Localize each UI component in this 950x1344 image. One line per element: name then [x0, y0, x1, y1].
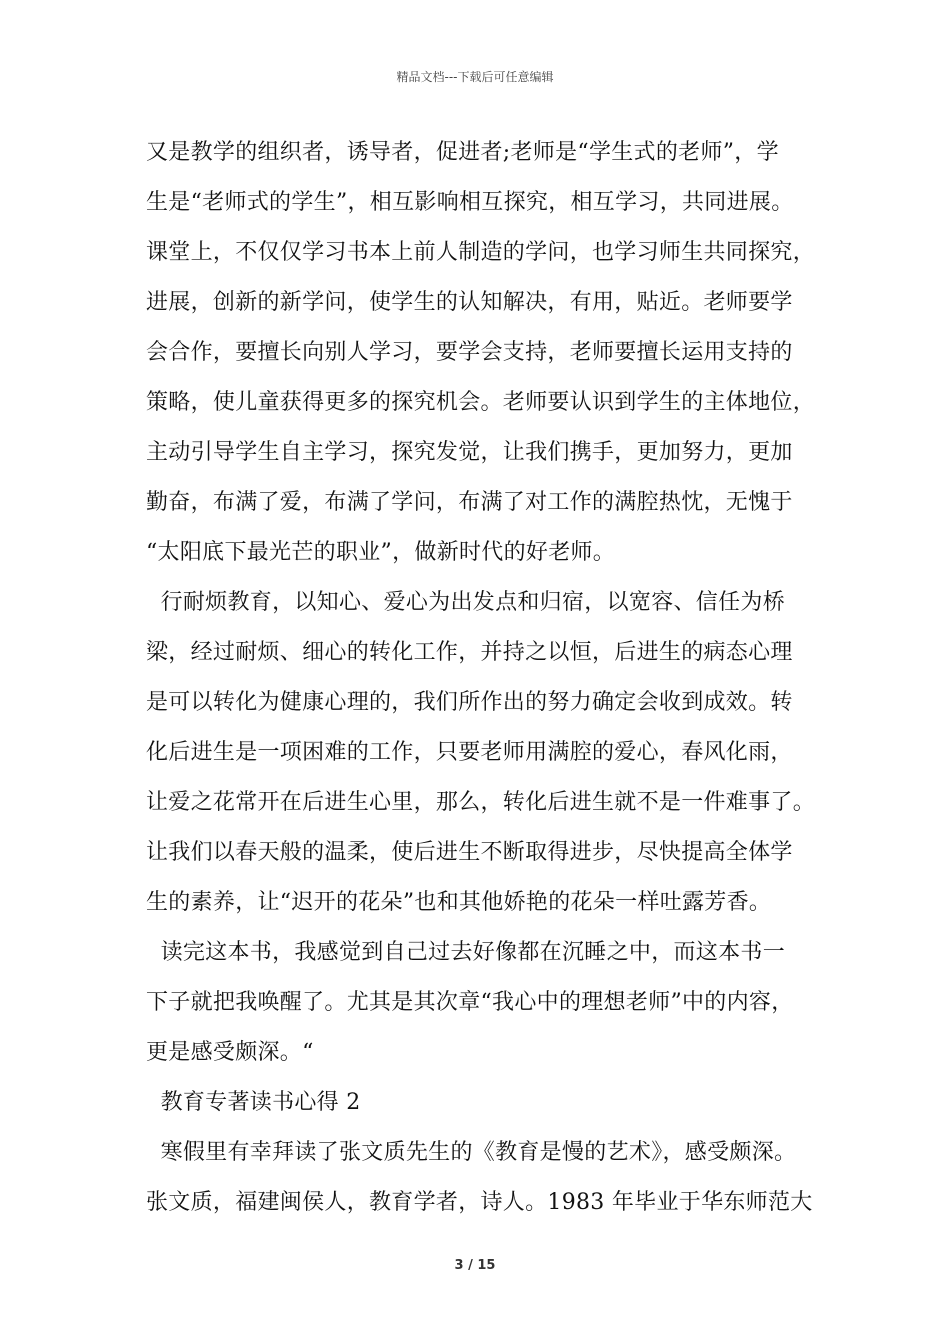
- text-line: 更是感受颇深。“: [146, 1040, 314, 1065]
- text-line: 又是教学的组织者，诱导者，促进者;老师是“学生式的老师”，学: [146, 140, 779, 165]
- page-header: 精品文档---下载后可任意编辑: [396, 70, 554, 84]
- text-line: 梁，经过耐烦、细心的转化工作，并持之以恒，后进生的病态心理: [146, 640, 793, 665]
- text-line: 让爱之花常开在后进生心里，那么，转化后进生就不是一件难事了。: [146, 790, 816, 815]
- text-line: 寒假里有幸拜读了张文质先生的《教育是慢的艺术》，感受颇深。: [146, 1140, 797, 1165]
- text-line: 生的素养，让“迟开的花朵”也和其他娇艳的花朵一样吐露芳香。: [146, 890, 772, 915]
- text-line: “太阳底下最光芒的职业”，做新时代的好老师。: [146, 540, 616, 565]
- text-line: 进展，创新的新学问，使学生的认知解决，有用，贴近。老师要学: [146, 290, 793, 315]
- text-line: 会合作，要擅长向别人学习，要学会支持，老师要擅长运用支持的: [146, 340, 793, 365]
- text-line: 行耐烦教育，以知心、爱心为出发点和归宿，以宽容、信任为桥: [146, 590, 785, 615]
- text-line: 化后进生是一项困难的工作，只要老师用满腔的爱心，春风化雨，: [146, 740, 793, 765]
- text-line: 生是“老师式的学生”，相互影响相互探究，相互学习，共同进展。: [146, 190, 794, 215]
- text-line: 课堂上，不仅仅学习书本上前人制造的学问，也学习师生共同探究，: [146, 240, 816, 265]
- section-heading: 教育专著读书心得 2: [146, 1090, 361, 1115]
- text-line: 读完这本书，我感觉到自己过去好像都在沉睡之中，而这本书一: [146, 940, 785, 965]
- text-line: 勤奋，布满了爱，布满了学问，布满了对工作的满腔热忱，无愧于: [146, 490, 793, 515]
- text-line: 让我们以春天般的温柔，使后进生不断取得进步，尽快提高全体学: [146, 840, 793, 865]
- document-body: [146, 128, 836, 1228]
- text-line: 是可以转化为健康心理的，我们所作出的努力确定会收到成效。转: [146, 690, 793, 715]
- page-number: 3 / 15: [454, 1258, 496, 1273]
- text-line: 张文质，福建闽侯人，教育学者，诗人。1983 年毕业于华东师范大: [146, 1190, 813, 1215]
- text-line: 下子就把我唤醒了。尤其是其次章“我心中的理想老师”中的内容，: [146, 990, 794, 1015]
- text-line: 策略，使儿童获得更多的探究机会。老师要认识到学生的主体地位，: [146, 390, 816, 415]
- text-line: 主动引导学生自主学习，探究发觉，让我们携手，更加努力，更加: [146, 440, 793, 465]
